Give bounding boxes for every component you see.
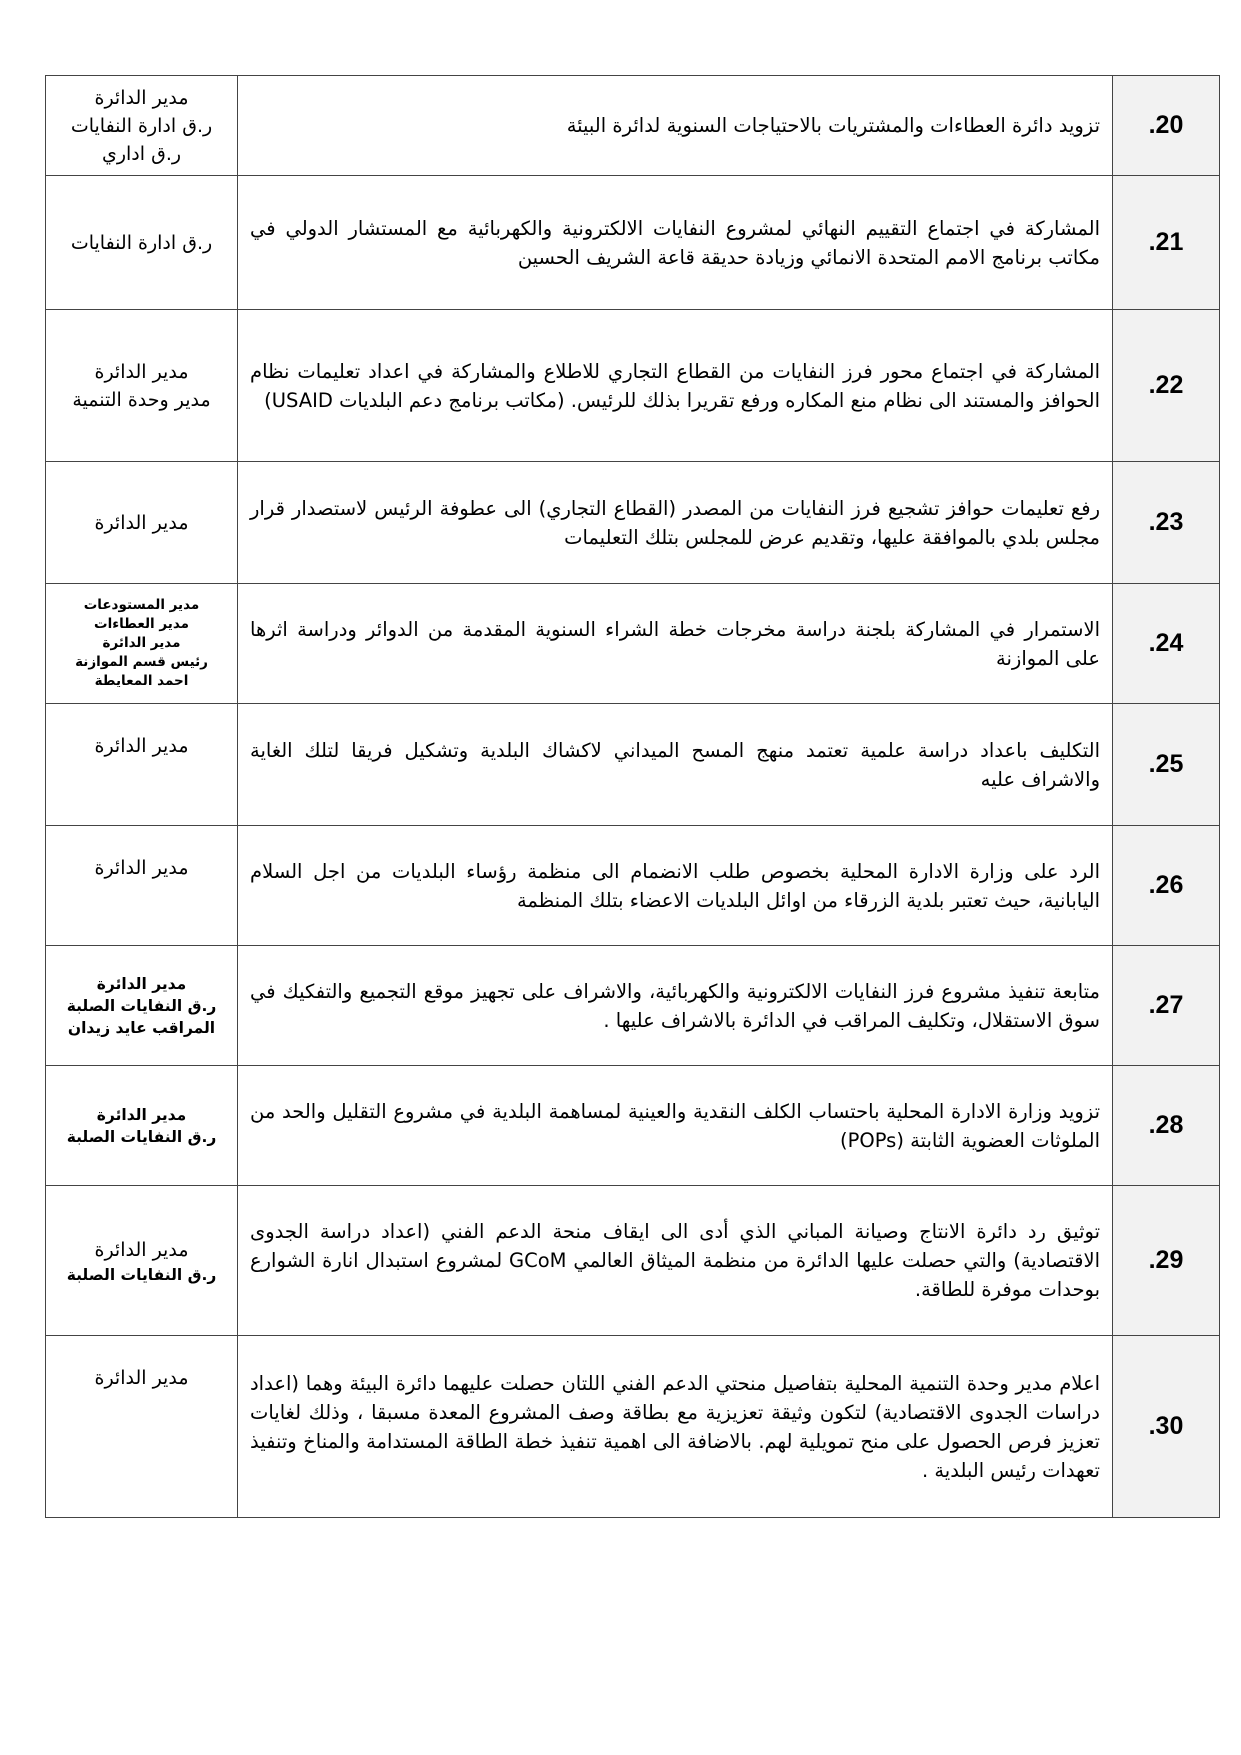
- task-description: متابعة تنفيذ مشروع فرز النفايات الالكترونية والكهربائية، والاشراف على تجهيز موقع التجميع والتفكيك في سوق الاستقلال، وتكليف المراقب في الدائرة بالاشراف عليها .: [238, 946, 1113, 1066]
- table-row: [46, 826, 1220, 946]
- table-row: [46, 1336, 1220, 1518]
- table-row: [46, 584, 1220, 704]
- responsible-party: مدير الدائرة: [94, 1238, 189, 1261]
- task-description: تزويد دائرة العطاءات والمشتريات بالاحتياجات السنوية لدائرة البيئة: [238, 76, 1113, 176]
- responsible-cell: [46, 76, 238, 176]
- row-number: .26: [1113, 826, 1220, 946]
- task-description: رفع تعليمات حوافز تشجيع فرز النفايات من المصدر (القطاع التجاري) الى عطوفة الرئيس لاستصدار قرار مجلس بلدي بالموافقة عليها، وتقديم عرض للمجلس بتلك التعليمات: [238, 462, 1113, 584]
- responsible-party: مدير الدائرة: [94, 1367, 189, 1389]
- task-description: تزويد وزارة الادارة المحلية باحتساب الكلف النقدية والعينية لمساهمة البلدية في مشروع التقليل والحد من الملوثات العضوية الثابتة (POPs): [238, 1066, 1113, 1186]
- row-number: .23: [1113, 462, 1220, 584]
- table-row: [46, 1186, 1220, 1336]
- table-row: [46, 76, 1220, 176]
- row-number: .20: [1113, 76, 1220, 176]
- responsible-party: ر.ق ادارة النفايات: [70, 114, 213, 137]
- row-number: .25: [1113, 704, 1220, 826]
- row-number: .22: [1113, 310, 1220, 462]
- responsible-cell: [46, 1066, 238, 1186]
- row-number: .21: [1113, 176, 1220, 310]
- responsible-party: مدير الدائرة: [102, 635, 181, 651]
- responsible-cell: [46, 1186, 238, 1336]
- table-row: [46, 176, 1220, 310]
- task-description: المشاركة في اجتماع التقييم النهائي لمشروع النفايات الالكترونية والكهربائية مع المستشار الدولي في مكاتب برنامج الامم المتحدة الانمائي وزيادة حديقة قاعة الشريف الحسين: [238, 176, 1113, 310]
- responsible-party: مدير الدائرة: [94, 360, 189, 383]
- responsible-cell: [46, 826, 238, 946]
- row-number: .30: [1113, 1336, 1220, 1518]
- row-number: .27: [1113, 946, 1220, 1066]
- row-number: .24: [1113, 584, 1220, 704]
- table-row: [46, 1066, 1220, 1186]
- responsible-party: ر.ق النفايات الصلبة: [66, 996, 217, 1015]
- responsible-party: احمد المعايطة: [94, 673, 189, 689]
- responsible-party: مدير الدائرة: [96, 974, 187, 993]
- responsible-party: رئيس قسم الموازنة: [75, 654, 208, 670]
- task-description: التكليف باعداد دراسة علمية تعتمد منهج المسح الميداني لاكشاك البلدية وتشكيل فريقا لتلك الغاية والاشراف عليه: [238, 704, 1113, 826]
- row-number: .28: [1113, 1066, 1220, 1186]
- responsible-cell: [46, 704, 238, 826]
- activities-table-body: [46, 76, 1220, 1518]
- responsible-party: مدير الدائرة: [94, 857, 189, 879]
- table-row: [46, 462, 1220, 584]
- task-description: اعلام مدير وحدة التنمية المحلية بتفاصيل منحتي الدعم الفني اللتان حصلت عليهما دائرة البيئة وهما (اعداد دراسات الجدوى الاقتصادية) لتكون وثيقة تعزيزية مع بطاقة وصف المشروع المعدة مسبقا ، وذلك لغايات تعزيز فرص الحصول على منح تمويلية لهم. بالاضافة الى اهمية تنفيذ خطة الطاقة المستدامة والمناخ وتنفيذ تعهدات رئيس البلدية .: [238, 1336, 1113, 1518]
- responsible-cell: [46, 176, 238, 310]
- responsible-cell: [46, 462, 238, 584]
- table-row: [46, 704, 1220, 826]
- responsible-cell: [46, 946, 238, 1066]
- row-number: .29: [1113, 1186, 1220, 1336]
- responsible-party: ر.ق النفايات الصلبة: [66, 1265, 217, 1284]
- responsible-cell: [46, 310, 238, 462]
- responsible-party: ر.ق ادارة النفايات: [70, 231, 213, 254]
- responsible-party: مدير وحدة التنمية: [72, 388, 211, 411]
- task-description: المشاركة في اجتماع محور فرز النفايات من القطاع التجاري للاطلاع والمشاركة في اعداد تعليمات نظام الحوافز والمستند الى نظام منع المكاره ورفع تقريرا بذلك للرئيس. (مكاتب برنامج دعم البلديات USAID): [238, 310, 1113, 462]
- responsible-party: مدير الدائرة: [96, 1105, 187, 1124]
- task-description: توثيق رد دائرة الانتاج وصيانة المباني الذي أدى الى ايقاف منحة الدعم الفني (اعداد دراسة الجدوى الاقتصادية) والتي حصلت عليها الدائرة من منظمة الميثاق العالمي GCoM لمشروع استبدال انارة الشوارع بوحدات موفرة للطاقة.: [238, 1186, 1113, 1336]
- responsible-party: مدير الدائرة: [94, 735, 189, 757]
- responsible-party: مدير الدائرة: [94, 86, 189, 109]
- responsible-party: المراقب عايد زيدان: [67, 1018, 216, 1037]
- table-row: [46, 310, 1220, 462]
- responsible-party: مدير الدائرة: [94, 511, 189, 534]
- responsible-cell: [46, 584, 238, 704]
- responsible-party: ر.ق النفايات الصلبة: [66, 1127, 217, 1146]
- responsible-party: مدير العطاءات: [94, 616, 189, 632]
- task-description: الاستمرار في المشاركة بلجنة دراسة مخرجات خطة الشراء السنوية المقدمة من الدوائر ودراسة اثرها على الموازنة: [238, 584, 1113, 704]
- table-row: [46, 946, 1220, 1066]
- responsible-cell: [46, 1336, 238, 1518]
- task-description: الرد على وزارة الادارة المحلية بخصوص طلب الانضمام الى منظمة رؤساء البلديات من اجل السلام اليابانية، حيث تعتبر بلدية الزرقاء من اوائل البلديات الاعضاء بتلك المنظمة: [238, 826, 1113, 946]
- responsible-party: مدير المستودعات: [83, 597, 200, 613]
- activities-table: [45, 75, 1220, 1518]
- responsible-party: ر.ق اداري: [101, 142, 182, 165]
